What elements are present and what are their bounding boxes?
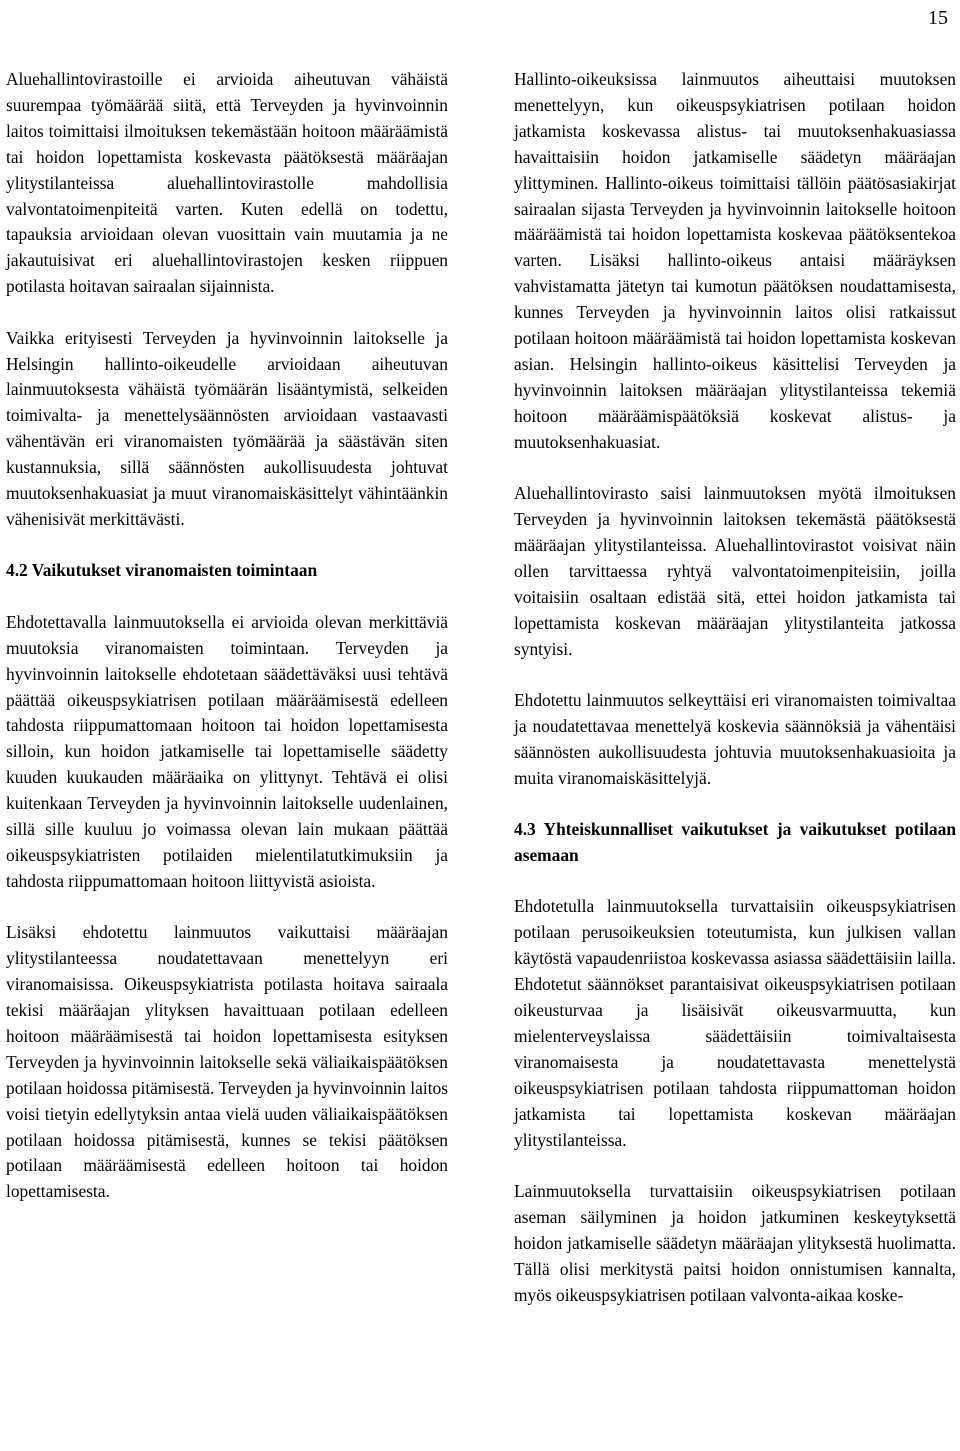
right-paragraph-4: Ehdotetulla lainmuutoksella turvattaisiin oikeuspsykiatrisen potilaan perusoikeuksien toteutumista, kun julkisen vallan käytöstä vapaudenriistoa koskevassa asiassa säädettäisiin lailla. Ehdotetut säännökset parantaisivat oikeuspsykiatrisen potilaan oikeusturvaa ja lisäisivät oikeusvarmuutta, kun mielenterveyslaissa säädettäisiin toimivaltaisesta viranomaisesta ja noudatettavasta menettelystä oikeuspsykiatrisen potilaan tahdosta riippumattoman hoidon jatkamista tai lopettamista koskevan määräajan ylitystilanteissa. <box>514 896 956 1150</box>
section-heading-4-2: 4.2 Vaikutukset viranomaisten toimintaan <box>6 560 318 581</box>
left-column <box>6 67 448 1231</box>
left-paragraph-4: Lisäksi ehdotettu lainmuutos vaikuttaisi määräajan ylitystilanteessa noudatettavaan menettelyyn eri viranomaisissa. Oikeuspsykiatrista potilasta hoitava sairaala tekisi määräajan ylityksen havaittuaan potilaan edelleen hoitoon määräämisestä tai hoidon lopettamisesta esityksen Terveyden ja hyvinvoinnin laitokselle sekä väliaikaispäätöksen potilaan hoidossa pitämisestä. Terveyden ja hyvinvoinnin laitos voisi tietyin edellytyksin antaa vielä uuden väliaikaispäätöksen potilaan hoidossa pitämisestä, kunnes se tekisi päätöksen potilaan määräämisestä edelleen hoitoon tai hoidon lopettamisesta. <box>6 922 448 1202</box>
left-paragraph-1: Aluehallintovirastoille ei arvioida aiheutuvan vähäistä suurempaa työmäärää siitä, että Terveyden ja hyvinvoinnin laitos toimittaisi ilmoituksen tekemästään hoitoon määräämistä tai hoidon lopettamista koskevasta päätöksestä määräajan ylitystilanteissa aluehallintovirastolle mahdollisia valvontatoimenpiteitä varten. Kuten edellä on todettu, tapauksia arvioidaan olevan vuosittain vain muutamia ja ne jakautuisivat eri aluehallintovirastojen kesken riippuen potilasta hoitavan sairaalan sijainnista. <box>6 69 448 297</box>
right-column <box>514 67 956 1334</box>
page-number: 15 <box>928 7 948 29</box>
right-paragraph-2: Aluehallintovirasto saisi lainmuutoksen myötä ilmoituksen Terveyden ja hyvinvoinnin laitoksen tekemästä päätöksestä määräajan ylitystilanteissa. Aluehallintovirastot voisivat näin ollen tarvittaessa ryhtyä valvontatoimenpiteisiin, joilla voitaisiin osaltaan edistää sitä, ettei hoidon jatkamista tai lopettamista koskevan määräajan ylitystilanteita jatkossa syntyisi. <box>514 483 956 659</box>
left-paragraph-2: Vaikka erityisesti Terveyden ja hyvinvoinnin laitokselle ja Helsingin hallinto-oikeudelle arvioidaan aiheutuvan lainmuutoksesta vähäistä työmäärän lisääntymistä, selkeiden toimivalta- ja menettelysäännösten arvioidaan vastaavasti vähentävän eri viranomaisten työmäärää ja säästävän siten kustannuksia, sillä säännösten aukollisuudesta johtuvat muutoksenhakuasiat ja muut viranomaiskäsittelyt vähintäänkin vähenisivät merkittävästi. <box>6 327 448 529</box>
right-paragraph-1: Hallinto-oikeuksissa lainmuutos aiheuttaisi muutoksen menettelyyn, kun oikeuspsykiatrisen potilaan hoidon jatkamista koskevassa alistus- tai muutoksenhakuasiassa havaittaisiin hoidon jatkamiselle säädetyn määräajan ylittyminen. Hallinto-oikeus toimittaisi tällöin päätösasiakirjat sairaalan sijasta Terveyden ja hyvinvoinnin laitokselle hoitoon määräämistä tai hoidon lopettamista koskevaa päätöksentekoa varten. Lisäksi hallinto-oikeus antaisi määräyksen vahvistamatta jätetyn tai kumotun päätöksen noudattamisesta, kunnes Terveyden ja hyvinvoinnin laitos olisi ratkaissut potilaan hoitoon määräämistä tai hoidon lopettamista koskevan asian. Helsingin hallinto-oikeus käsittelisi Terveyden ja hyvinvoinnin laitoksen määräajan ylitystilanteissa tekemiä hoitoon määräämispäätöksiä koskevat alistus- ja muutoksenhakuasiat. <box>514 69 956 452</box>
right-paragraph-5: Lainmuutoksella turvattaisiin oikeuspsykiatrisen potilaan aseman säilyminen ja hoidon jatkuminen keskeytyksettä hoidon jatkamiselle säädetyn määräajan ylityksestä huolimatta. Tällä olisi merkitystä paitsi hoidon onnistumisen kannalta, myös oikeuspsykiatrisen potilaan valvonta-aikaa koske- <box>514 1180 956 1305</box>
left-paragraph-3: Ehdotettavalla lainmuutoksella ei arvioida olevan merkittäviä muutoksia viranomaisten toimintaan. Terveyden ja hyvinvoinnin laitokselle ehdotetaan säädettäväksi uusi tehtävä päättää oikeuspsykiatrisen potilaan määräämisestä edelleen tahdosta riippumattomaan hoitoon tai hoidon lopettamisesta silloin, kun hoidon jatkamiselle tai lopettamiselle säädetty kuuden kuukauden määräaika on ylittynyt. Tehtävä ei olisi kuitenkaan Terveyden ja hyvinvoinnin laitokselle uudenlainen, sillä sille kuuluu jo voimassa olevan lain mukaan päättää oikeuspsykiatristen potilaiden mielentilatutkimuksiin ja tahdosta riippumattomaan hoitoon liittyvistä asioista. <box>6 611 448 891</box>
section-heading-4-3: 4.3 Yhteiskunnalliset vaikutukset ja vaikutukset potilaan asemaan <box>514 819 956 865</box>
right-paragraph-3: Ehdotettu lainmuutos selkeyttäisi eri viranomaisten toimivaltaa ja noudatettavaa menettelyä koskevia säännöksiä ja vähentäisi säännösten aukollisuudesta johtuvia muutoksenhakuasioita ja muita viranomaiskäsittelyjä. <box>514 689 956 788</box>
